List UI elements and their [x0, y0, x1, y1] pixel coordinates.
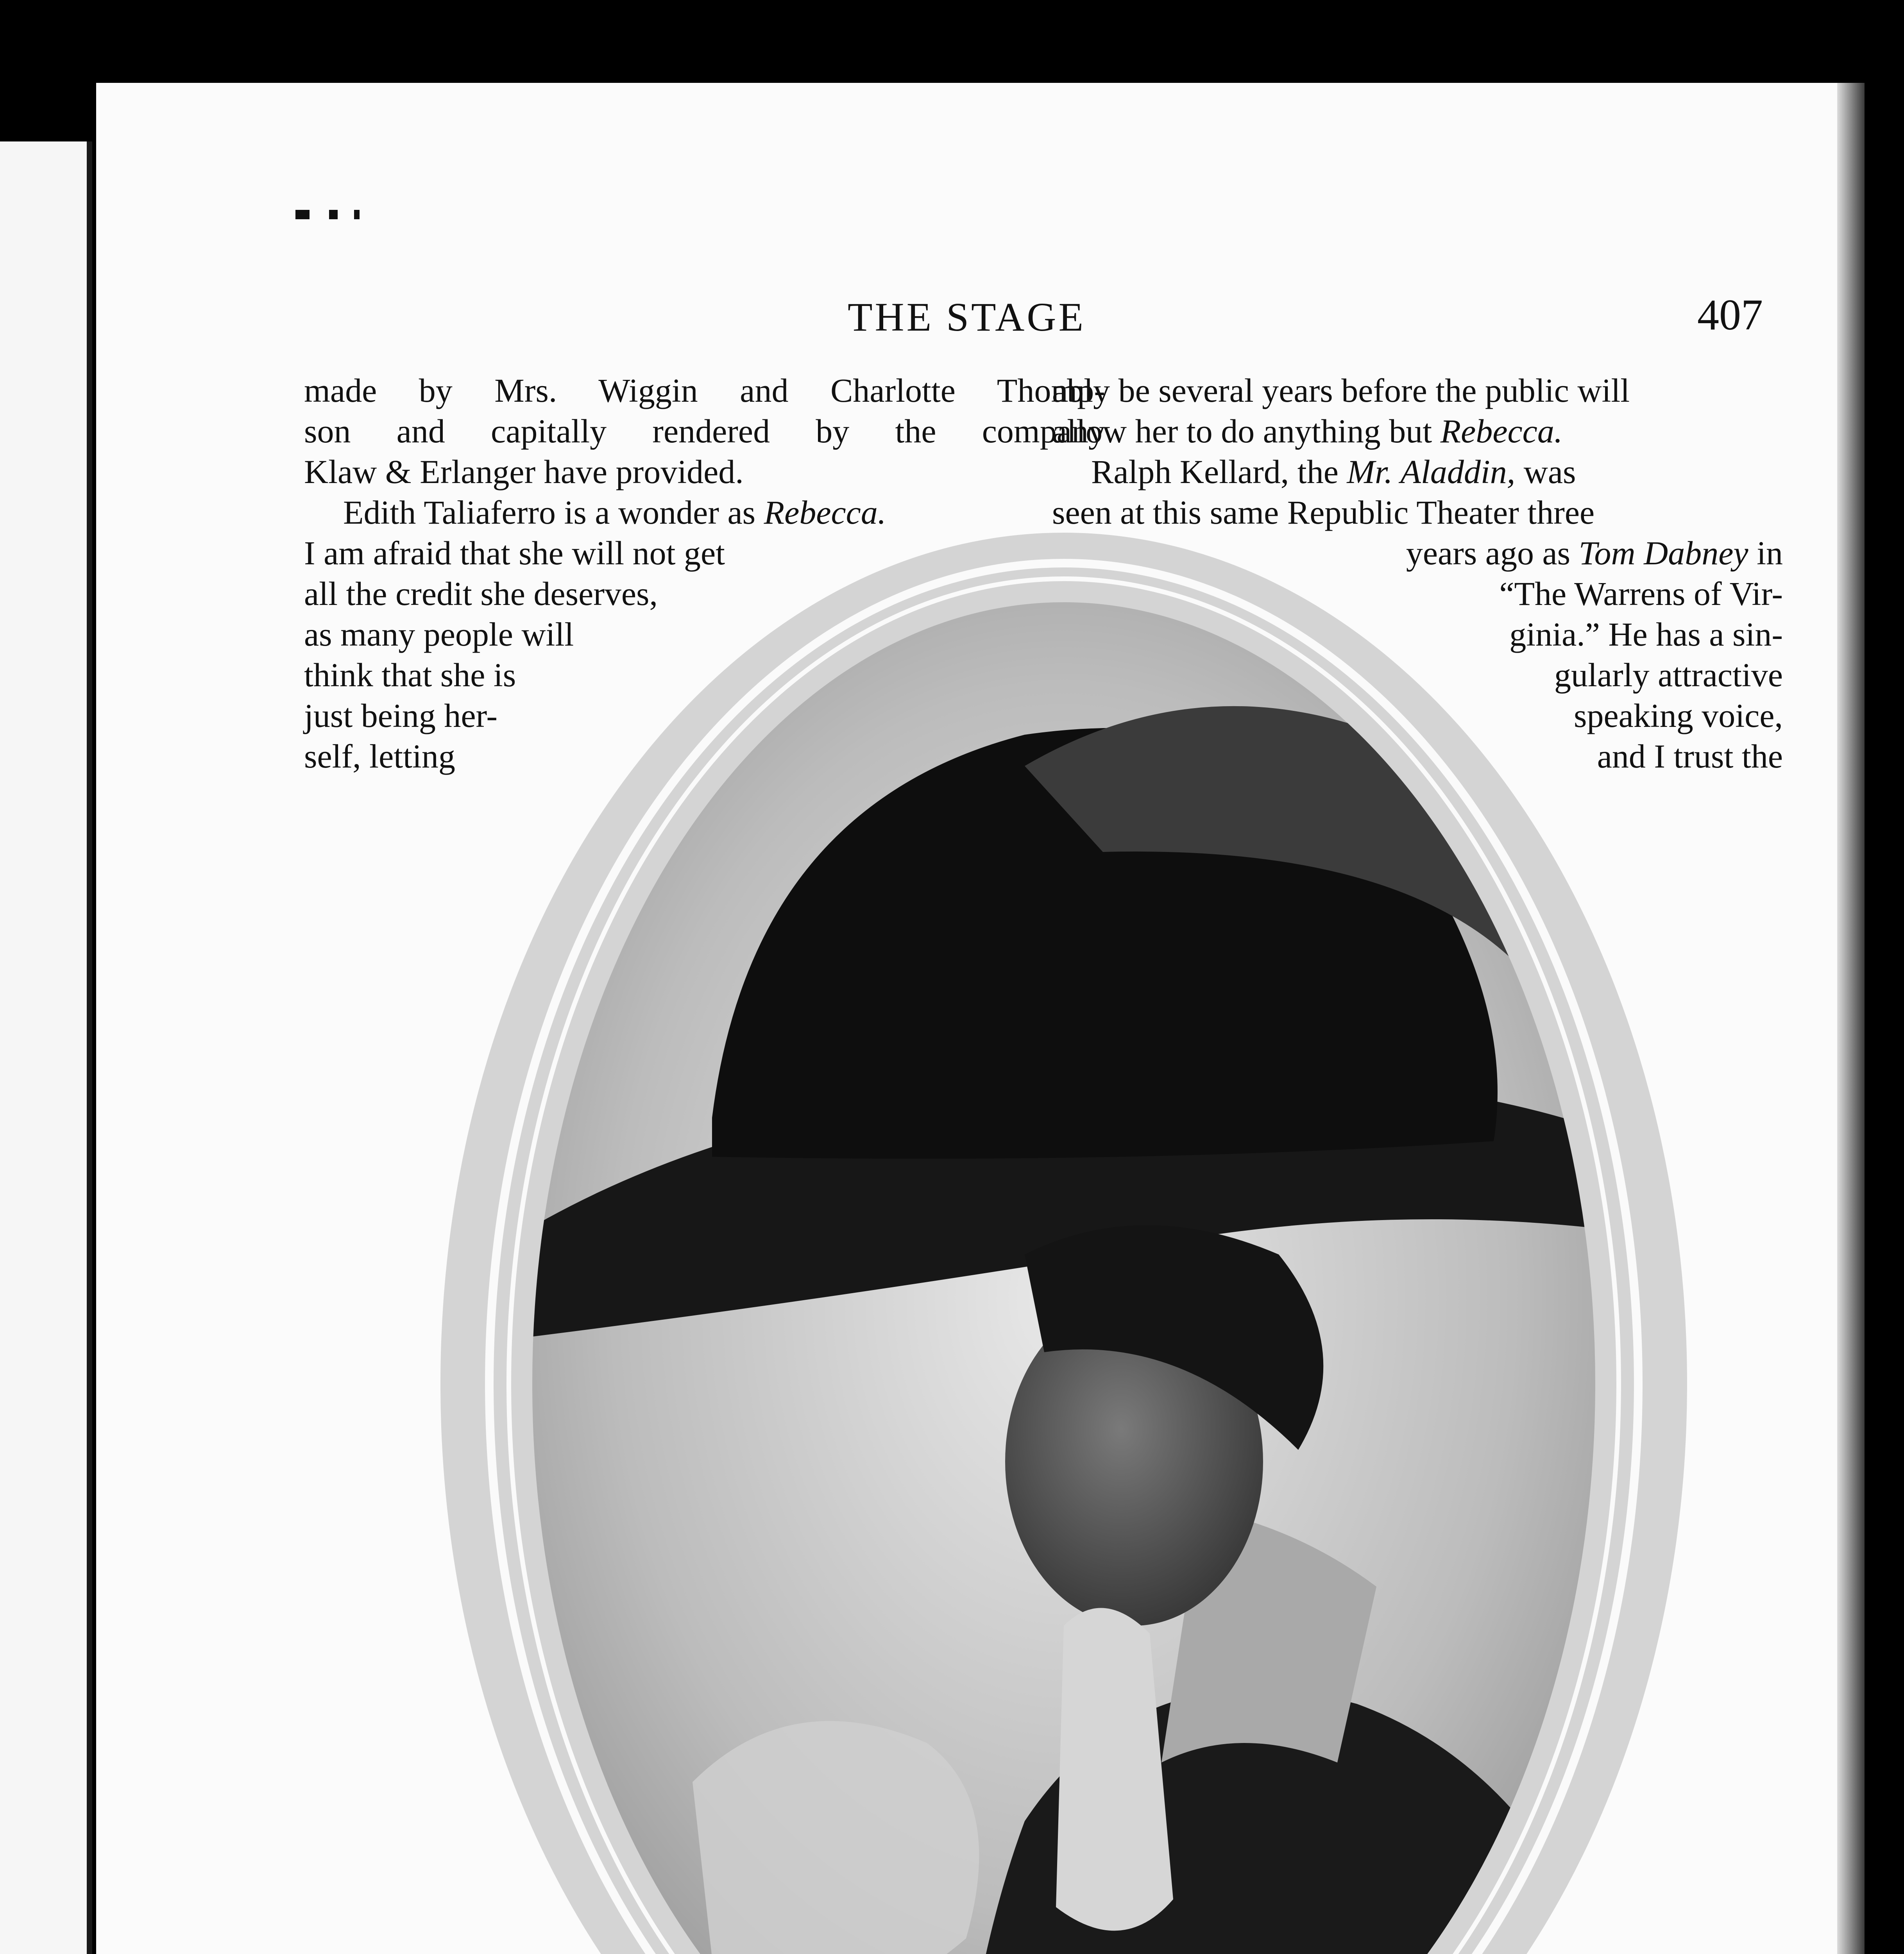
- page-number: 407: [1697, 291, 1763, 339]
- page-shadow-edge: [1837, 83, 1865, 1954]
- paragraph: made by Mrs. Wiggin and Charlotte Thomp- son and capitally rendered by the company Klaw & Erlanger have provided.: [304, 372, 1105, 490]
- flowers: [693, 1721, 979, 1954]
- printer-mark: [295, 210, 370, 221]
- portrait-photo: [438, 531, 1689, 1954]
- adjacent-page-edge: [0, 141, 92, 1954]
- wrapped-lines-left: I am afraid that she will not get all the credit she deserves, as many people will think that she is just being her- self, letting: [304, 534, 725, 775]
- top-right-column: ably be several years before the public will allow her to do anything but Rebecca. Ralph Kellard, the Mr. Aladdin, was seen at this same Republic Theater three years ago as Tom Dabney in “The Warrens of Vir- ginia.” He has a sin- gularly attractive speaking voice, and I trust the: [1052, 372, 1783, 775]
- magazine-page: [96, 83, 1837, 1954]
- paragraph: Edith Taliaferro is a wonder as Rebecca.: [343, 494, 886, 531]
- running-header: THE STAGE: [848, 295, 1086, 340]
